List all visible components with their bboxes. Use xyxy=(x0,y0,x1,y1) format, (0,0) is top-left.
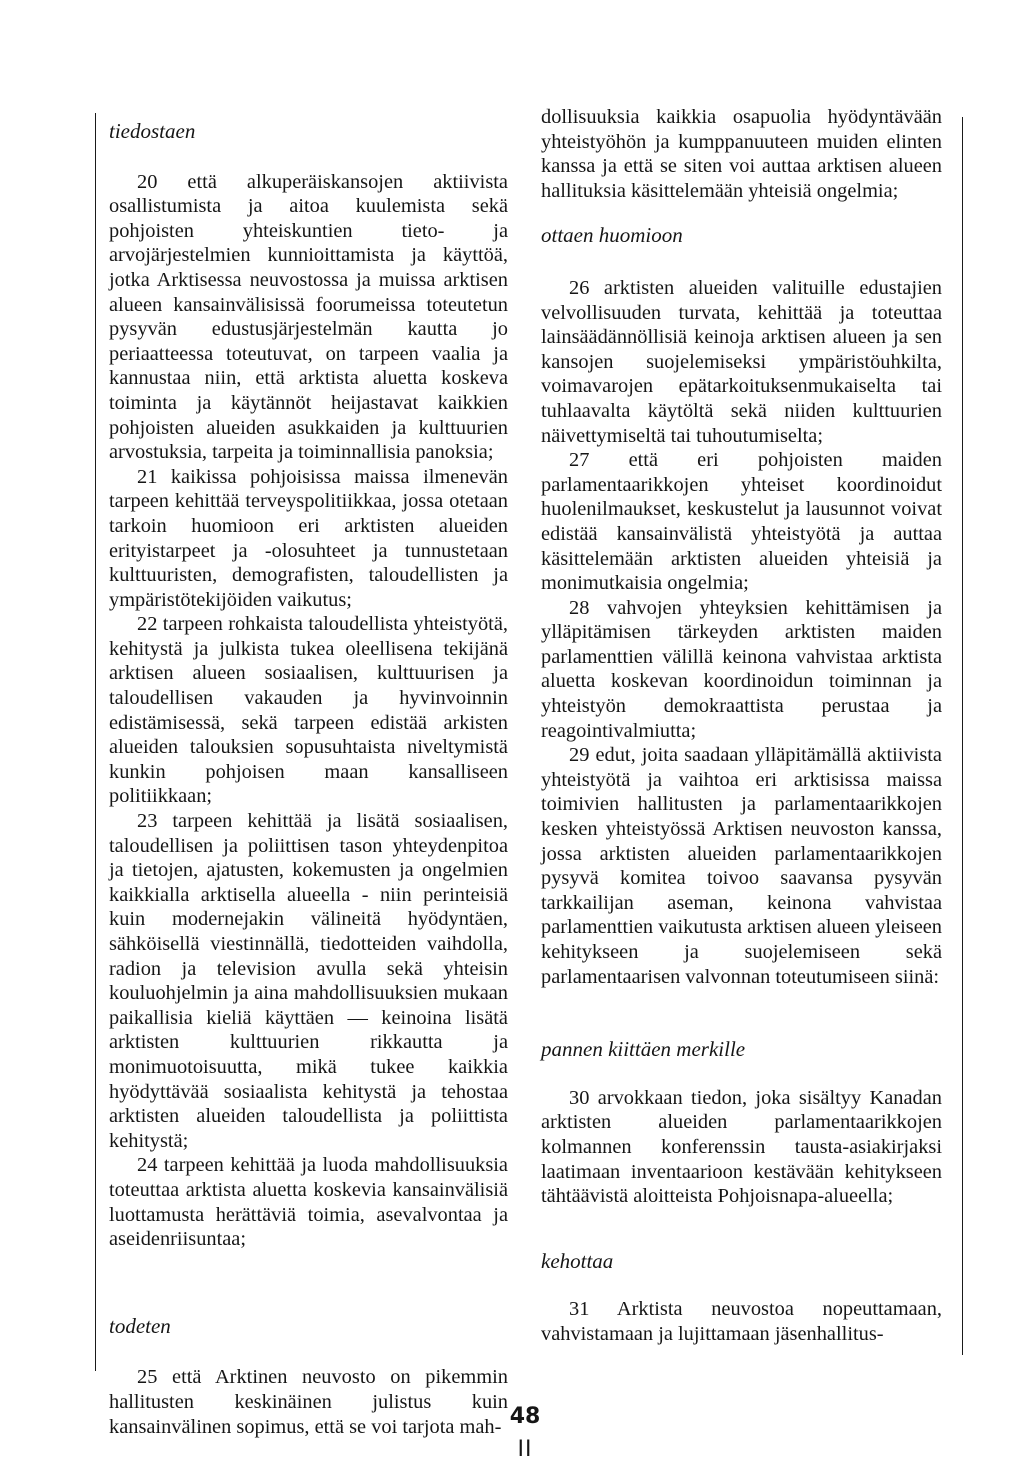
paragraph-28: 28 vahvojen yhteyksien kehittämisen ja ylläpitämisen tärkeyden arktisten maiden parlamenttien välillä keinona vahvistaa arktista aluetta koskevan koordinoidun toiminnan ja yhteistyön demokraattista perustaa ja reagointivalmiutta; xyxy=(541,596,942,742)
paragraph-23: 23 tarpeen kehittää ja lisätä sosiaalisen, taloudellisen ja poliittisen tason yhteydenpitoa ja tietojen, ajatusten, kokemusten ja ongelmien kaikkialla arktisella alueella - niin perinteisiä kuin modernejakin välineitä hyödyntäen, sähköisellä viestinnällä, tiedotteiden vaihdolla, radion ja television avulla sekä yhteisin kouluohjelmin ja aina mahdollisuuksien mukaan paikallisia kieliä käyttäen — keinoina lisätä arktisten kulttuurien rikkautta ja monimuotoisuutta, mikä tukee kaikkia hyödyttävää sosiaalista kehitystä ja tehostaa arktisten alueiden taloudellista ja poliittista kehitystä; xyxy=(109,810,508,1152)
paragraph-31: 31 Arktista neuvostoa nopeuttamaan, vahvistamaan ja lujittamaan jäsenhallitus- xyxy=(541,1298,942,1345)
paragraph-26: 26 arktisten alueiden valituille edustajien velvollisuuden turvata, kehittää ja toteuttaa lainsäädännöllisiä keinoja arktisen alueen ja sen kansojen suojelemiseksi ympäristöuhkilta, voimavarojen epätarkoituksenmukaiselta tai tuhlaavalta käytöltä sekä niiden kulttuurien näivettymiseltä tai tuhoutumiselta; xyxy=(541,276,942,447)
right-column xyxy=(541,105,942,1347)
page-number: 48 xyxy=(509,1404,541,1429)
paragraph-22: 22 tarpeen rohkaista taloudellista yhteistyötä, kehitystä ja julkista tukea oleellisena tekijänä arktisen alueen sosiaalisen, kulttuurisen ja taloudellisen vakauden ja hyvinvoinnin edistämisessä, sekä tarpeen edistää arkisten alueiden talouksien sopusuhtaista niveltymistä kunkin pohjoisen maan kansalliseen politiikkaan; xyxy=(109,613,508,808)
paragraph-25-continued: dollisuuksia kaikkia osapuolia hyödyntävään yhteistyöhön ja kumppanuuteen muiden elinten kanssa ja että se siten voi auttaa arktisen alueen hallituksia käsittelemään yhteisiä ongelmia; xyxy=(541,106,942,202)
heading-ottaen-huomioon: ottaen huomioon xyxy=(541,223,683,248)
heading-tiedostaen: tiedostaen xyxy=(109,119,196,143)
right-margin-rule xyxy=(962,117,963,1355)
paragraph-24: 24 tarpeen kehittää ja luoda mahdollisuuksia toteuttaa arktista aluetta koskevia kansainvälisiä luottamusta herättäviä toimia, asevalvontaa ja aseidenriisuntaa; xyxy=(109,1154,508,1251)
heading-kehottaa: kehottaa xyxy=(541,1248,614,1273)
left-margin-rule xyxy=(95,113,96,1371)
paragraph-27: 27 että eri pohjoisten maiden parlamentaarikkojen yhteiset koordinoidut huolenilmaukset, keskustelut ja lausunnot voivat edistää kansainvälistä yhteistyötä ja auttaa käsittelemään arktisten alueiden yhteisiä ja monimutkaisia ongelmia; xyxy=(541,449,942,595)
paragraph-21: 21 kaikissa pohjoisissa maissa ilmenevän tarpeen kehittää terveyspolitiikkaa, jossa otetaan tarkoin huomioon eri arktisten alueiden erityistarpeet ja -olosuhteet ja tunnustetaan kulttuuristen, demografisten, taloudellisten ja ympäristötekijöiden vaikutus; xyxy=(109,465,508,611)
paragraph-25: 25 että Arktinen neuvosto on pikemmin hallitusten keskinäinen julistus kuin kansainvälinen sopimus, että se voi tarjota mah- xyxy=(109,1366,508,1438)
page-mark: II xyxy=(517,1437,533,1462)
left-column xyxy=(109,105,508,1439)
heading-todeten: todeten xyxy=(109,1313,171,1338)
heading-pannen-kiittaen-merkille: pannen kiittäen merkille xyxy=(541,1037,746,1062)
paragraph-30: 30 arvokkaan tiedon, joka sisältyy Kanadan arktisten alueiden parlamentaarikkojen kolmannen konferenssin tausta-asiakirjaksi laatimaan inventaarioon kestävään kehitykseen tähtäävistä aloitteista Pohjoisnapa-alueella; xyxy=(541,1086,942,1208)
paragraph-20: 20 että alkuperäiskansojen aktiivista osallistumista ja aitoa kuulemista sekä pohjoisten yhteiskuntien tieto- ja arvojärjestelmien kunnioittamista ja käyttöä, jotka Arktisessa neuvostossa ja muissa arktisen alueen kansainvälisissä foorumeissa toteutetun pysyvän edustusjärjestelmän kautta jo periaatteessa toteutuvat, on tarpeen vaalia ja kannustaa niin, että arktista aluetta koskeva toiminta ja käytännöt heijastavat kaikkien pohjoisten alueiden asukkaiden ja kulttuurien arvostuksia, tarpeita ja toiminnallisia panoksia; xyxy=(109,170,508,464)
paragraph-29: 29 edut, joita saadaan ylläpitämällä aktiivista yhteistyötä ja vaihtoa eri arktisissa maissa toimivien hallitusten ja parlamentaarikkojen kesken yhteistyössä Arktisen neuvoston kanssa, jossa arktisten alueiden parlamentaarikkojen pysyvä komitea toivoo saavansa pysyvän tarkkailijan aseman, keinona vahvistaa parlamenttien vaikutusta arktisen alueen yleiseen kehitykseen ja suojelemiseen sekä parlamentaarisen valvonnan toteutumiseen siinä: xyxy=(541,744,942,988)
